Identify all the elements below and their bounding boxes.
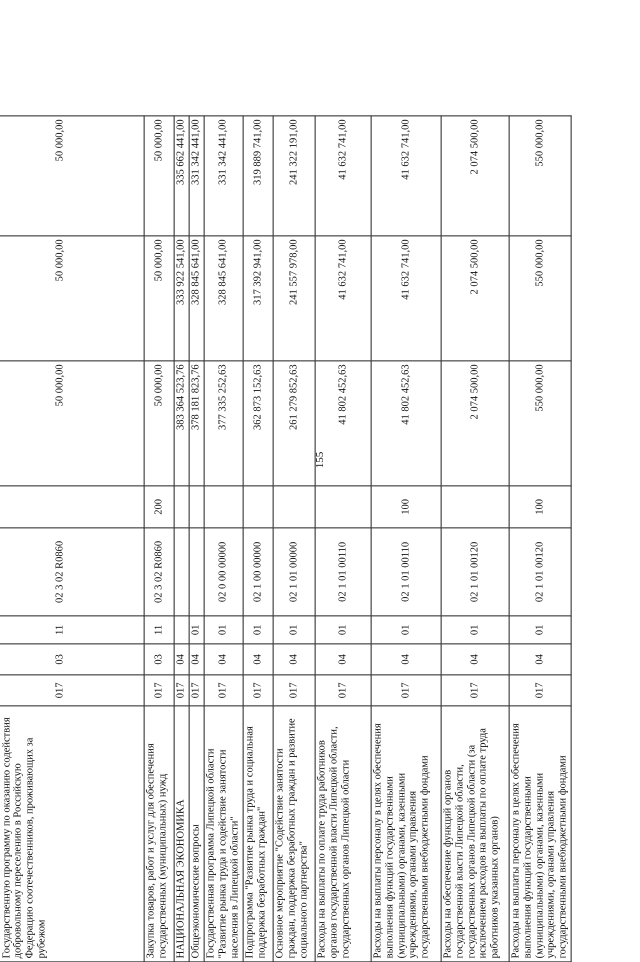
target-article: 02 3 02 R0860 [144,528,174,616]
ministry-code: 017 [273,675,315,706]
sum-year-2: 41 632 741,00 [315,236,371,361]
table-row [315,116,371,962]
section-code: 04 [273,644,315,675]
row-name: Расходы на выплаты персоналу в целях обеспечения выполнения функций государственными (муниципальными) органами, казенными учреждениями, органами управления государственными внебюджетными фондами [371,706,441,962]
sum-year-2: 328 845 641,00 [204,236,243,361]
section-code: 04 [174,644,189,675]
sum-year-2: 50 000,00 [144,236,174,361]
target-article: 02 1 01 00110 [315,528,371,616]
sum-year-3: 50 000,00 [0,116,144,236]
ministry-code: 017 [204,675,243,706]
section-code: 04 [441,644,509,675]
expense-type [315,486,371,528]
sum-year-1: 2 074 500,00 [441,361,509,486]
target-article: 02 1 01 00120 [509,528,571,616]
row-name: Закупка товаров, работ и услуг для обеспечения государственных (муниципальных) нужд [144,706,174,962]
sum-year-1: 550 000,00 [509,361,571,486]
expense-type: 200 [144,486,174,528]
ministry-code: 017 [243,675,273,706]
sum-year-1: 41 802 452,63 [315,361,371,486]
sum-year-1: 362 873 152,63 [243,361,273,486]
sum-year-1: 41 802 452,63 [371,361,441,486]
subsection-code: 01 [204,616,243,644]
sum-year-3: 41 632 741,00 [371,116,441,236]
section-code: 04 [315,644,371,675]
section-code: 03 [144,644,174,675]
expense-type [174,486,189,528]
sum-year-2: 328 845 641,00 [189,236,204,361]
table-row [371,116,441,962]
expense-type [273,486,315,528]
sum-year-1: 383 364 523,76 [174,361,189,486]
sum-year-3: 331 342 441,00 [204,116,243,236]
sum-year-2: 550 000,00 [509,236,571,361]
row-name: Государственную программу по оказанию содействия добровольному переселению в Российскую Федерацию соотечественников, проживающих за рубежом [0,706,144,962]
target-article [174,528,189,616]
row-name: Государственная программа Липецкой области "Развитие рынка труда и содействие занятости населения в Липецкой области" [204,706,243,962]
section-code: 04 [243,644,273,675]
expense-type [243,486,273,528]
target-article: 02 0 00 00000 [204,528,243,616]
expense-type [189,486,204,528]
target-article: 02 1 00 00000 [243,528,273,616]
subsection-code: 01 [189,616,204,644]
section-code: 04 [204,644,243,675]
table-row [189,116,204,962]
ministry-code: 017 [315,675,371,706]
sum-year-3: 41 632 741,00 [315,116,371,236]
sum-year-2: 41 632 741,00 [371,236,441,361]
table-row [144,116,174,962]
target-article: 02 1 01 00000 [273,528,315,616]
table-row [441,116,509,962]
page-number: 155 [314,451,326,469]
table-row [0,116,144,962]
sum-year-3: 550 000,00 [509,116,571,236]
ministry-code: 017 [0,675,144,706]
sum-year-2: 2 074 500,00 [441,236,509,361]
target-article [189,528,204,616]
sum-year-1: 261 279 852,63 [273,361,315,486]
table-row [174,116,189,962]
sum-year-3: 335 662 441,00 [174,116,189,236]
row-name: Основное мероприятие "Содействие занятости граждан, поддержка безработных граждан и развитие социального партнерства" [273,706,315,962]
sum-year-2: 241 557 978,00 [273,236,315,361]
row-name: Подпрограмма "Развитие рынка труда и социальная поддержка безработных граждан" [243,706,273,962]
ministry-code: 017 [441,675,509,706]
table-row [204,116,243,962]
ministry-code: 017 [371,675,441,706]
sum-year-3: 50 000,00 [144,116,174,236]
ministry-code: 017 [144,675,174,706]
row-name: Общеэкономические вопросы [189,706,204,962]
subsection-code [174,616,189,644]
sum-year-2: 317 392 941,00 [243,236,273,361]
expense-type [0,486,144,528]
subsection-code: 01 [243,616,273,644]
sum-year-2: 333 922 541,00 [174,236,189,361]
sum-year-1: 377 335 252,63 [204,361,243,486]
ministry-code: 017 [189,675,204,706]
section-code: 04 [189,644,204,675]
expense-type [441,486,509,528]
sum-year-3: 331 342 441,00 [189,116,204,236]
row-name: Расходы на обеспечение функций органов государственной власти Липецкой области, государственных органов Липецкой области (за исключением расходов на выплаты по оплате труда работников указанных органов) [441,706,509,962]
expense-type [204,486,243,528]
row-name: НАЦИОНАЛЬНАЯ ЭКОНОМИКА [174,706,189,962]
subsection-code: 11 [0,616,144,644]
expense-type: 100 [509,486,571,528]
budget-table-region [1,30,569,959]
subsection-code: 01 [273,616,315,644]
target-article: 02 3 02 R0860 [0,528,144,616]
sum-year-1: 50 000,00 [0,361,144,486]
table-row [509,116,571,962]
subsection-code: 01 [441,616,509,644]
subsection-code: 01 [315,616,371,644]
section-code: 04 [371,644,441,675]
row-name: Расходы на выплаты по оплате труда работников органов государственной власти Липецкой области, государственных органов Липецкой области [315,706,371,962]
section-code: 04 [509,644,571,675]
row-name: Расходы на выплаты персоналу в целях обеспечения выполнения функций государственными (муниципальными) органами, казенными учреждениями, органами управления государственными внебюджетными фондами [509,706,571,962]
sum-year-1: 378 181 823,76 [189,361,204,486]
subsection-code: 11 [144,616,174,644]
subsection-code: 01 [509,616,571,644]
ministry-code: 017 [174,675,189,706]
section-code: 03 [0,644,144,675]
target-article: 02 1 01 00120 [441,528,509,616]
sum-year-1: 50 000,00 [144,361,174,486]
sum-year-3: 2 074 500,00 [441,116,509,236]
table-row [243,116,273,962]
sum-year-2: 50 000,00 [0,236,144,361]
subsection-code: 01 [371,616,441,644]
target-article: 02 1 01 00110 [371,528,441,616]
table-row [273,116,315,962]
sum-year-3: 319 889 741,00 [243,116,273,236]
expense-type: 100 [371,486,441,528]
sum-year-3: 241 322 191,00 [273,116,315,236]
ministry-code: 017 [509,675,571,706]
budget-table [0,115,571,962]
